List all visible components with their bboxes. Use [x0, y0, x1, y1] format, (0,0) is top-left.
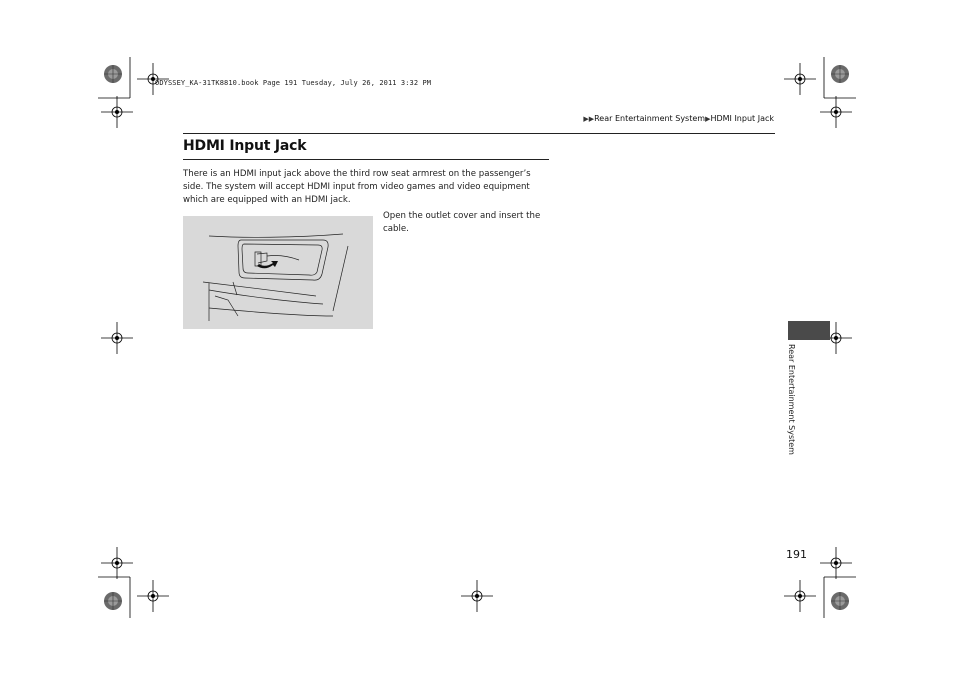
page-title: HDMI Input Jack	[183, 138, 307, 154]
print-header: ODYSSEY_KA-31TK8810.book Page 191 Tuesday, July 26, 2011 3:32 PM	[155, 79, 432, 87]
breadcrumb-separator: ▶	[705, 115, 711, 123]
arrow-icon	[257, 261, 278, 268]
breadcrumb	[583, 114, 774, 123]
breadcrumb-section[interactable]: Rear Entertainment System	[594, 114, 706, 123]
breadcrumb-arrows: ▶▶	[583, 115, 595, 123]
section-tab[interactable]	[788, 321, 830, 340]
title-rule	[183, 159, 549, 160]
intro-paragraph: There is an HDMI input jack above the third row seat armrest on the passenger’s side. The system will accept HDMI input from video games and video equipment which are equipped with an HDMI jack.	[183, 169, 531, 205]
header-rule	[183, 133, 775, 134]
hdmi-jack-drawing	[183, 216, 373, 329]
page-number: 191	[786, 548, 807, 561]
figure-caption: Open the outlet cover and insert the cable.	[383, 211, 541, 234]
hdmi-jack-illustration	[183, 216, 373, 329]
section-side-label: Rear Entertainment System	[787, 344, 796, 455]
breadcrumb-page: HDMI Input Jack	[710, 114, 774, 123]
